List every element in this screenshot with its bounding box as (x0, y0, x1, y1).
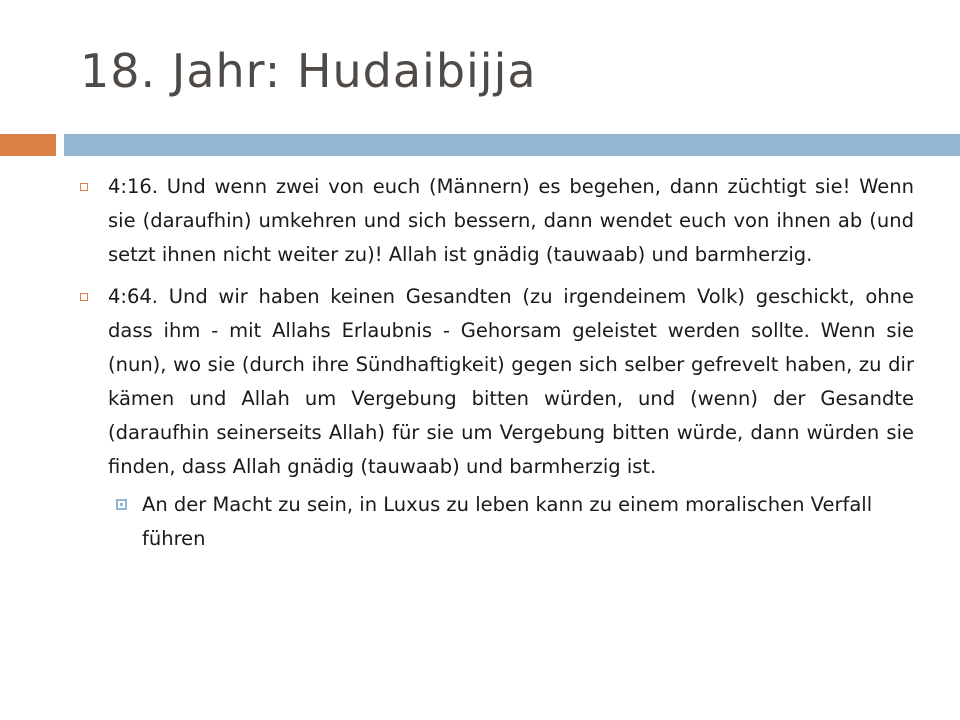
bullet-item (74, 170, 914, 272)
bullet-list (74, 170, 914, 556)
bullet-item (74, 280, 914, 484)
square-bullet-icon (80, 293, 88, 301)
sub-bullet-item (108, 488, 914, 556)
sub-bullet-text: An der Macht zu sein, in Luxus zu leben kann zu einem moralischen Verfall führen (142, 493, 873, 550)
square-bullet-icon (80, 183, 88, 191)
accent-bar-orange (0, 134, 56, 156)
bullet-text: 4:16. Und wenn zwei von euch (Männern) es begehen, dann züchtigt sie! Wenn sie (daraufhin) umkehren und sich bessern, dann wendet euch von ihnen ab (und setzt ihnen nicht weiter zu)! Allah ist gnädig (tauwaab) und barmherzig. (108, 175, 914, 266)
square-bullet-icon (116, 499, 127, 510)
accent-bar-blue (64, 134, 960, 156)
bullet-text: 4:64. Und wir haben keinen Gesandten (zu irgendeinem Volk) geschickt, ohne dass ihm - mit Allahs Erlaubnis - Gehorsam geleistet werden sollte. Wenn sie (nun), wo sie (durch ihre Sündhaftigkeit) gegen sich selber gefrevelt haben, zu dir kämen und Allah um Vergebung bitten würden, und (wenn) der Gesandte (daraufhin seinerseits Allah) für sie um Vergebung bitten würde, dann würden sie finden, dass Allah gnädig (tauwaab) und barmherzig ist. (108, 285, 914, 478)
slide-title: 18. Jahr: Hudaibijja (80, 44, 537, 98)
